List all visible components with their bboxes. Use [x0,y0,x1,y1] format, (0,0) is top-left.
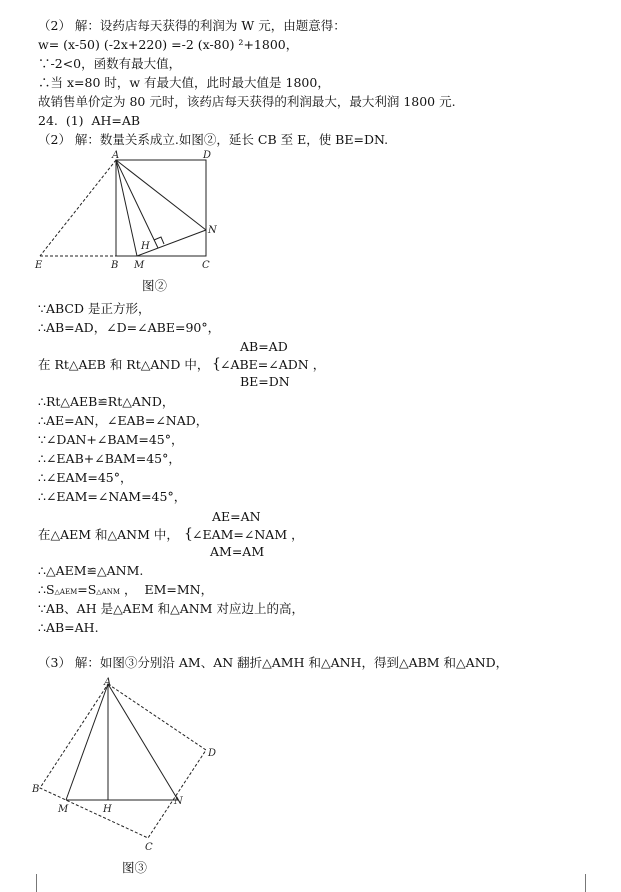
segment-an [108,684,178,800]
label-h: H [103,804,112,815]
figure-3-caption: 图③ [122,860,148,875]
figure-3 [30,676,230,856]
system-line: AE=AN [212,509,261,524]
text-line: ∴∠EAM=45°， [38,470,133,485]
label-c: C [202,260,210,270]
label-b: B [111,260,119,270]
label-m: M [58,804,69,815]
label-m: M [134,260,145,270]
page-corner-mark [18,874,37,892]
subscript: △AEM [54,588,78,596]
dashed-segment-ae [40,160,116,256]
system-line: 在 Rt△AEB 和 Rt△AND 中， [38,357,210,372]
segment-am [66,684,108,800]
system-line: 在△AEM 和△ANM 中， [38,527,179,542]
text-line: ∴AE=AN，∠EAB=∠NAD， [38,413,209,428]
text-line: 24. (1) AH=AB [38,113,141,128]
area-equation-line [38,582,213,600]
brace-symbol: { [184,526,193,542]
label-b: B [32,784,40,795]
label-e: E [35,260,43,270]
label-a: A [112,150,120,161]
text-line: ∵AB、AH 是△AEM 和△ANM 对应边上的高， [38,601,304,616]
system-line: AM=AM [210,544,265,559]
segment-ah [116,160,158,248]
text-line: w= (x-50) (-2x+220) =-2 (x-80) ²+1800， [38,37,299,52]
page-corner-mark [585,874,604,892]
text-line: （2） 解：数量关系成立.如图②，延长 CB 至 E，使 BE=DN. [38,132,389,147]
label-d: D [203,150,212,161]
text-fragment: ∴S [38,582,55,597]
text-line: ∵ABCD 是正方形， [38,301,151,316]
text-line: ∴AB=AH. [38,620,99,635]
text-line: ∴∠EAB+∠BAM=45°， [38,451,181,466]
brace-symbol: { [212,356,221,372]
text-line: ∴Rt△AEB≌Rt△AND， [38,394,175,409]
label-d: D [208,748,217,759]
label-n: N [208,225,217,236]
system-line: AB=AD [240,339,288,354]
system-line: BE=DN [240,374,290,389]
text-fragment: =S [77,582,97,597]
text-line: ∴AB=AD，∠D=∠ABE=90°， [38,320,221,335]
label-n: N [174,796,183,807]
text-line: ∴△AEM≌△ANM. [38,563,144,578]
text-line: ∵∠DAN+∠BAM=45°， [38,432,184,447]
text-line: ∵-2<0，函数有最大值， [38,56,182,71]
square-abcd [116,160,206,256]
system-line: ∠EAM=∠NAM ， [192,527,304,542]
label-a: A [104,677,112,688]
text-line: （2） 解：设药店每天获得的利润为 W 元，由题意得： [38,18,346,33]
label-h: H [141,241,150,252]
text-line: ∴∠EAM=∠NAM=45°， [38,489,187,504]
label-c: C [145,842,153,853]
figure-2 [30,150,250,270]
figure-2-caption: 图② [142,278,168,293]
system-line: ∠ABE=∠ADN ， [220,357,326,372]
text-line: ∴当 x=80 时，w 有最大值，此时最大值是 1800， [38,75,330,90]
subscript: △ANM [96,588,121,596]
text-line: （3） 解：如图③分别沿 AM、AN 翻折△AMH 和△ANH，得到△ABM 和△AND， [38,655,509,670]
text-fragment: ， EM=MN， [120,582,214,597]
text-line: 故销售单价定为 80 元时，该药店每天获得的利润最大，最大利润 1800 元. [38,94,456,109]
